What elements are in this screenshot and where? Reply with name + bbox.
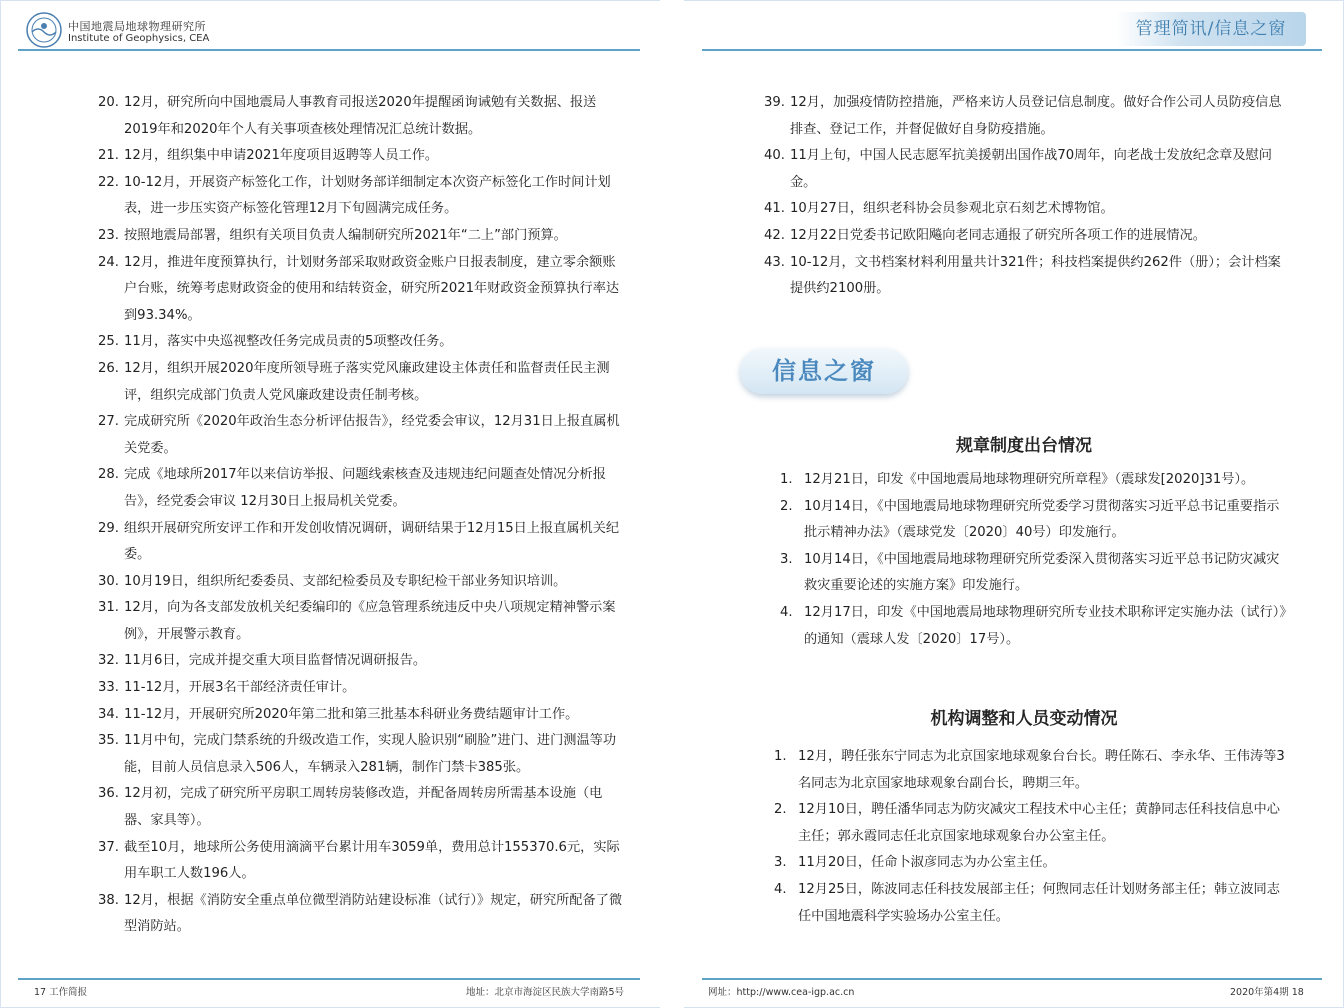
list-item-text: 10-12月，开展资产标签化工作，计划财务部详细制定本次资产标签化工作时间计划表，进一步压实资产标签化管理12月下旬圆满完成任务。 [124,174,611,217]
list-item [98,781,628,834]
list-item [764,196,1294,223]
list-item-number: 43. [764,254,785,270]
list-item [98,462,628,515]
personnel-list [774,744,1290,930]
list-item-text: 12月，推进年度预算执行，计划财务部采取财政资金账户日报表制度，建立零余额账户台账，统筹考虑财政资金的使用和结转资金，研究所2021年财政资金预算执行率达到93.34%。 [124,254,620,323]
list-item [774,877,1290,930]
list-item [780,467,1290,494]
personnel-section-title: 机构调整和人员变动情况 [930,709,1118,729]
list-item-number: 20. [98,95,119,110]
list-item-number: 31. [98,600,119,616]
list-item [98,702,628,729]
list-item [98,143,628,170]
list-item-text: 12月，聘任张东宁同志为北京国家地球观象台台长。聘任陈石、李永华、王伟涛等3名同志为北京国家地球观象台副台长，聘期三年。 [798,749,1285,791]
list-item-text: 完成研究所《2020年政治生态分析评估报告》，经党委会审议，12月31日上报直属机关党委。 [124,414,620,456]
list-item-text: 10-12月，文书档案材料利用量共计321件；科技档案提供约262件（册）；会计档案提供约2100册。 [790,254,1281,297]
list-item-number: 1. [780,472,793,487]
list-item-number: 39. [764,95,785,110]
list-item [98,409,628,462]
list-item-number: 40. [764,148,785,164]
list-item-text: 10月27日，组织老科协会员参观北京石刻艺术博物馆。 [790,201,1114,217]
list-item-text: 10月14日，《中国地震局地球物理研究所党委学习贯彻落实习近平总书记重要指示批示精神办法》（震球党发〔2020〕40号）印发施行。 [804,498,1280,541]
list-item-text: 11月6日，完成并提交重大项目监督情况调研报告。 [124,653,427,669]
list-item-text: 12月21日，印发《中国地震局地球物理研究所章程》（震球发[2020]31号）。 [804,472,1255,487]
list-item [774,850,1290,877]
header-divider [18,49,640,51]
list-item-text: 组织开展研究所安评工作和开发创收情况调研，调研结果于12月15日上报直属机关纪委。 [124,520,620,563]
list-item [98,329,628,356]
list-item [764,250,1294,303]
footer-page-number: 17 工作简报 [34,987,88,998]
section-tag: 管理简讯/信息之窗 [1116,12,1306,46]
list-item-number: 37. [98,839,119,855]
list-item-number: 32. [98,653,119,669]
list-item-text: 截至10月，地球所公务使用滴滴平台累计用车3059单，费用总计155370.6元，实际用车职工人数196人。 [124,839,620,882]
list-item [764,90,1294,143]
list-item-text: 12月，组织开展2020年度所领导班子落实党风廉政建设主体责任和监督责任民主测评，组织完成部门负责人党风廉政建设责任制考核。 [124,360,610,403]
list-item-text: 11月上旬，中国人民志愿军抗美援朝出国作战70周年，向老战士发放纪念章及慰问金。 [790,148,1272,190]
footer-divider [702,978,1322,980]
list-item-number: 4. [780,604,793,620]
list-item-text: 按照地震局部署，组织有关项目负责人编制研究所2021年“二上”部门预算。 [124,227,567,243]
list-item-text: 12月，加强疫情防控措施，严格来访人员登记信息制度。做好合作公司人员防疫信息排查、登记工作，并督促做好自身防疫措施。 [790,95,1282,137]
list-item [98,835,628,888]
list-item-number: 35. [98,733,119,749]
list-item-number: 36. [98,786,119,802]
list-item-number: 3. [780,551,793,567]
footer-address: 地址：北京市海淀区民族大学南路5号 [466,987,625,998]
regulations-list [780,467,1290,653]
list-item-text: 12月，研究所向中国地震局人事教育司报送2020年提醒函询诫勉有关数据、报送2019年和2020年个人有关事项查核处理情况汇总统计数据。 [124,95,597,137]
list-item [774,744,1290,797]
list-item-number: 42. [764,227,785,243]
list-item [98,888,628,941]
list-item [98,223,628,250]
left-page [0,0,660,1008]
list-item-text: 完成《地球所2017年以来信访举报、问题线索核查及违规违纪问题查处情况分析报告》，经党委会审议 12月30日上报局机关党委。 [124,467,606,509]
list-item [98,356,628,409]
list-item-text: 11-12月，开展研究所2020年第二批和第三批基本科研业务费结题审计工作。 [124,706,579,722]
list-item-number: 24. [98,254,119,270]
list-item-number: 30. [98,573,119,589]
footer-page-number: 2020年第4期 18 [1230,987,1304,998]
list-item-number: 26. [98,360,119,376]
list-item [98,728,628,781]
footer-website: 网址：http://www.cea-igp.ac.cn [708,987,855,998]
list-item-text: 10月19日，组织所纪委委员、支部纪检委员及专职纪检干部业务知识培训。 [124,573,567,589]
right-page [684,0,1344,1008]
list-item-number: 41. [764,201,785,217]
list-item [774,797,1290,850]
institute-name-cn: 中国地震局地球物理研究所 [68,20,206,33]
list-item [780,600,1290,653]
list-item-number: 28. [98,467,119,483]
list-item-text: 11月，落实中央巡视整改任务完成员责的5项整改任务。 [124,334,453,350]
left-item-list [98,90,628,941]
list-item-number: 1. [774,749,787,764]
list-item-number: 4. [774,881,787,897]
list-item [780,547,1290,600]
list-item-text: 12月，向为各支部发放机关纪委编印的《应急管理系统违反中央八项规定精神警示案例》，开展警示教育。 [124,600,616,642]
list-item-text: 12月，组织集中申请2021年度项目返聘等人员工作。 [124,148,439,164]
institute-name-en: Institute of Geophysics, CEA [68,33,210,44]
list-item-text: 12月17日，印发《中国地震局地球物理研究所专业技术职称评定实施办法（试行）》的通知（震球人发〔2020〕17号）。 [804,604,1286,647]
list-item [98,516,628,569]
list-item-text: 12月，根据《消防安全重点单位微型消防站建设标准（试行）》规定，研究所配备了微型消防站。 [124,892,623,935]
list-item [764,143,1294,196]
regulations-section-title: 规章制度出台情况 [956,436,1092,456]
right-item-list [764,90,1294,303]
list-item [98,648,628,675]
list-item-number: 34. [98,706,119,722]
list-item-text: 12月10日，聘任潘华同志为防灾减灾工程技术中心主任；黄静同志任科技信息中心主任；郭永霞同志任北京国家地球观象台办公室主任。 [798,802,1280,844]
list-item-text: 12月25日，陈波同志任科技发展部主任；何煦同志任计划财务部主任；韩立波同志任中国地震科学实验场办公室主任。 [798,881,1280,924]
list-item [98,569,628,596]
list-item-text: 11月20日，任命卜淑彦同志为办公室主任。 [798,855,1056,871]
list-item [98,675,628,702]
header-divider [702,49,1322,51]
list-item-number: 21. [98,148,119,164]
list-item [98,595,628,648]
list-item [98,170,628,223]
list-item-text: 11-12月，开展3名干部经济责任审计。 [124,680,356,696]
list-item [98,90,628,143]
list-item-text: 12月初，完成了研究所平房职工周转房装修改造，并配备周转房所需基本设施（电器、家具等）。 [124,786,603,829]
list-item-number: 3. [774,855,787,871]
list-item-number: 22. [98,174,119,190]
cea-logo-icon [26,12,62,48]
binding-gutter [660,0,684,1008]
list-item-text: 10月14日，《中国地震局地球物理研究所党委深入贯彻落实习近平总书记防灾减灾救灾重要论述的实施方案》印发施行。 [804,551,1280,594]
list-item-number: 33. [98,680,119,696]
list-item-number: 23. [98,227,119,243]
list-item-number: 27. [98,414,119,430]
list-item [764,223,1294,250]
list-item-number: 25. [98,334,119,350]
footer-divider [18,978,640,980]
list-item [780,494,1290,547]
list-item-number: 29. [98,520,119,536]
info-window-badge-label: 信息之窗 [772,357,876,385]
list-item-text: 11月中旬，完成门禁系统的升级改造工作，实现人脸识别“刷脸”进门、进门测温等功能，目前人员信息录入506人，车辆录入281辆，制作门禁卡385张。 [124,733,617,775]
list-item-number: 2. [780,498,793,514]
list-item-number: 2. [774,802,787,818]
list-item-number: 38. [98,892,119,908]
list-item [98,250,628,330]
list-item-text: 12月22日党委书记欧阳飚向老同志通报了研究所各项工作的进展情况。 [790,227,1206,243]
info-window-badge [740,348,908,394]
